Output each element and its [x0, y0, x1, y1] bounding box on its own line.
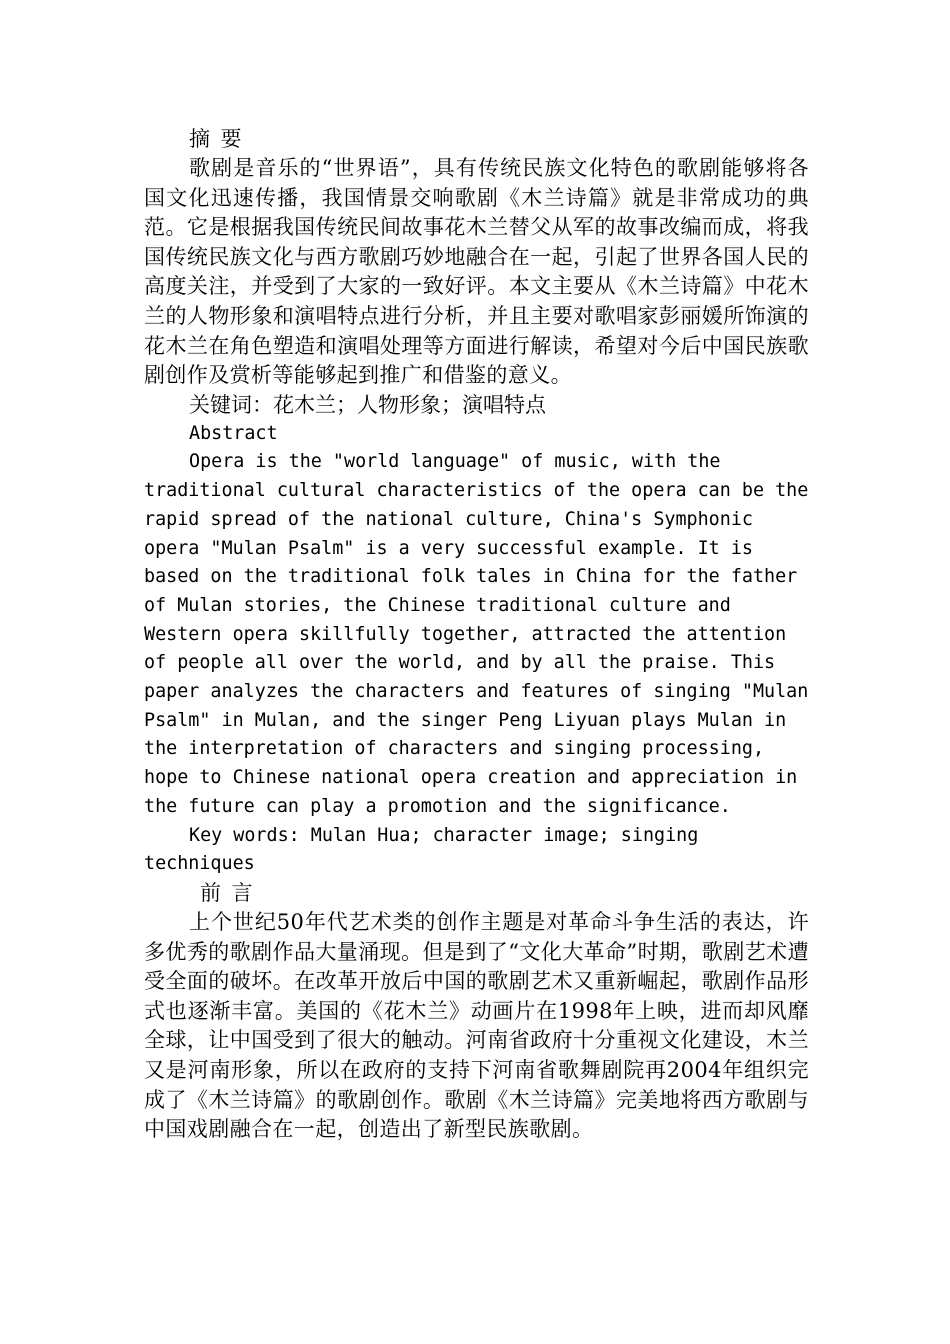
foreword-body: 上个世纪50年代艺术类的创作主题是对革命斗争生活的表达，许多优秀的歌剧作品大量涌现。但是到了“文化大革命”时期，歌剧艺术遭受全面的破坏。在改革开放后中国的歌剧艺术又重新崛起，歌剧作品形式也逐渐丰富。美国的《花木兰》动画片在1998年上映，进而却风靡全球，让中国受到了很大的触动。河南省政府十分重视文化建设，木兰又是河南形象，所以在政府的支持下河南省歌舞剧院再2004年组织完成了《木兰诗篇》的歌剧创作。歌剧《木兰诗篇》完美地将西方歌剧与中国戏剧融合在一起，创造出了新型民族歌剧。 — [144, 910, 809, 1142]
abstract-cn-body: 歌剧是音乐的“世界语”，具有传统民族文化特色的歌剧能够将各国文化迅速传播，我国情景交响歌剧《木兰诗篇》就是非常成功的典范。它是根据我国传统民间故事花木兰替父从军的故事改编而成，将我国传统民族文化与西方歌剧巧妙地融合在一起，引起了世界各国人民的高度关注，并受到了大家的一致好评。本文主要从《木兰诗篇》中花木兰的人物形象和演唱特点进行分析，并且主要对歌唱家彭丽媛所饰演的花木兰在角色塑造和演唱处理等方面进行解读，希望对今后中国民族歌剧创作及赏析等能够起到推广和借鉴的意义。 — [144, 156, 809, 388]
abstract-cn-heading: 摘要 — [189, 127, 252, 151]
abstract-en-heading: Abstract — [189, 422, 278, 444]
document-page — [144, 125, 809, 1145]
foreword-heading: 前言 — [200, 881, 263, 905]
abstract-en-body: Opera is the "world language" of music, with the traditional cultural characteristics of the opera can be the rapid spread of the national culture, China's Symphonic opera "Mulan Psalm" is a very successful example. It is based on the traditional folk tales in China for the father of Mulan stories, the Chinese traditional culture and Western opera skillfully together, attracted the attention of people all over the world, and by all the praise. This paper analyzes the characters and features of singing "Mulan Psalm" in Mulan, and the singer Peng Liyuan plays Mulan in the interpretation of characters and singing processing, hope to Chinese national opera creation and appreciation in the future can play a promotion and the significance. — [144, 451, 809, 817]
abstract-en-keywords: Key words: Mulan Hua; character image; singing techniques — [144, 824, 699, 875]
abstract-cn-keywords: 关键词：花木兰；人物形象；演唱特点 — [189, 392, 546, 417]
